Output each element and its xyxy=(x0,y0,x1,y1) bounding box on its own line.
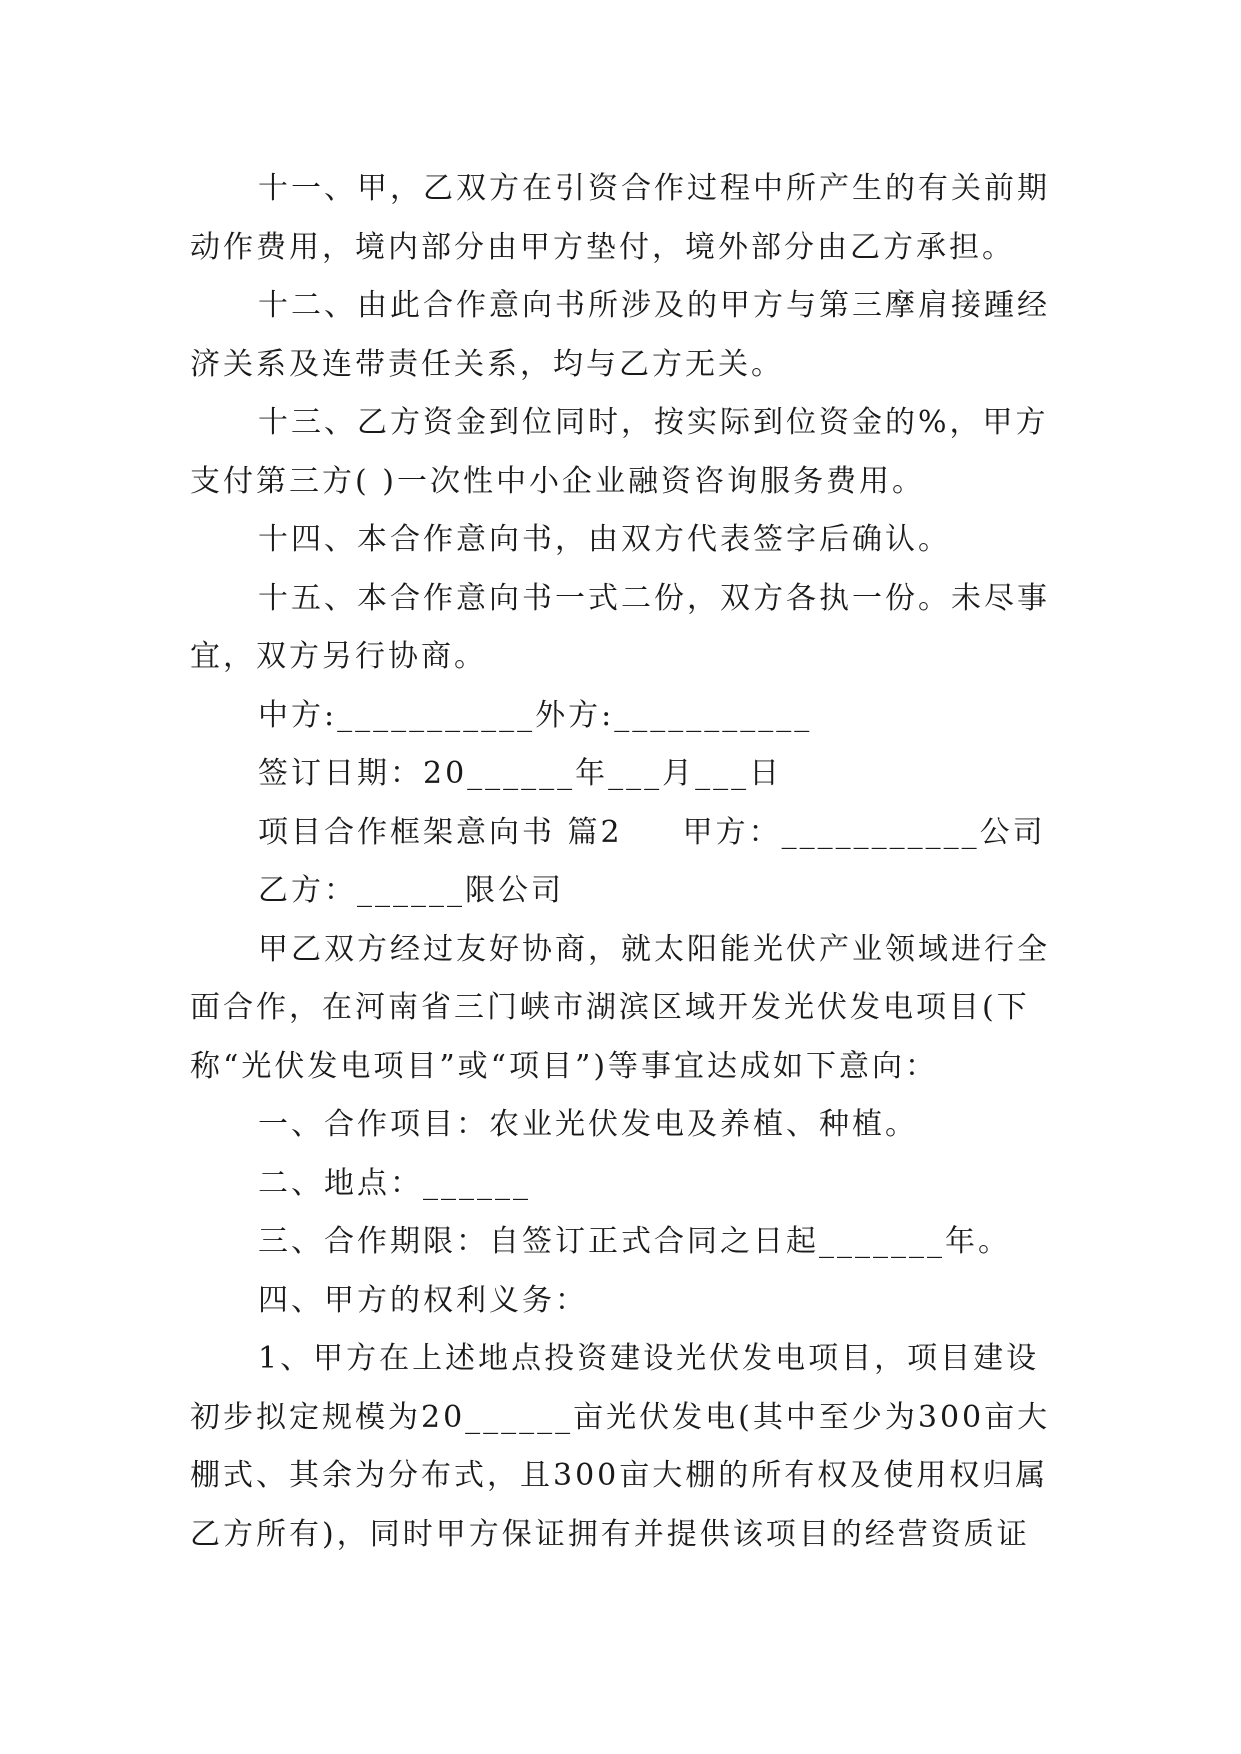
signing-date-line: 签订日期：20______年___月___日 xyxy=(258,756,783,791)
paragraph-clause-11-line-1: 十一、甲，乙双方在引资合作过程中所产生的有关前期 xyxy=(258,171,1050,206)
paragraph-clause-12-line-2: 济关系及连带责任关系，均与乙方无关。 xyxy=(190,346,784,382)
paragraph-party-a-1-line-2: 初步拟定规模为20______亩光伏发电(其中至少为300亩大 xyxy=(190,1399,1050,1435)
party-b-field: 乙方：______限公司 xyxy=(258,873,564,908)
paragraph-clause-11-line-2: 动作费用，境内部分由甲方垫付，境外部分由乙方承担。 xyxy=(190,229,1015,265)
document-body xyxy=(190,160,1050,1564)
signature-parties-line: 中方:___________外方:___________ xyxy=(258,697,813,733)
item-party-a-rights-heading: 四、甲方的权利义务： xyxy=(258,1282,588,1318)
paragraph-party-a-1-line-1: 1、甲方在上述地点投资建设光伏发电项目，项目建设 xyxy=(258,1341,1040,1376)
paragraph-clause-15-line-1: 十五、本合作意向书一式二份，双方各执一份。未尽事 xyxy=(258,580,1050,616)
section-title: 项目合作框架意向书 篇2 xyxy=(258,814,623,850)
paragraph-intro-line-3: 称“光伏发电项目”或“项目”)等事宜达成如下意向： xyxy=(190,1048,939,1084)
paragraph-clause-15-line-2: 宜，双方另行协商。 xyxy=(190,639,487,674)
paragraph-party-a-1-line-4: 乙方所有)，同时甲方保证拥有并提供该项目的经营资质证 xyxy=(190,1516,1030,1552)
item-location: 二、地点：______ xyxy=(258,1165,531,1201)
section-title-line xyxy=(190,804,1050,863)
item-cooperation-period: 三、合作期限：自签订正式合同之日起_______年。 xyxy=(258,1224,1011,1259)
paragraph-intro-line-2: 面合作，在河南省三门峡市湖滨区域开发光伏发电项目(下 xyxy=(190,990,1030,1025)
paragraph-clause-12-line-1: 十二、由此合作意向书所涉及的甲方与第三摩肩接踵经 xyxy=(258,288,1050,323)
paragraph-party-a-1-line-3: 棚式、其余为分布式，且300亩大棚的所有权及使用权归属 xyxy=(190,1458,1049,1493)
item-cooperation-project: 一、合作项目：农业光伏发电及养植、种植。 xyxy=(258,1107,918,1142)
party-a-field: 甲方：___________公司 xyxy=(682,814,1046,850)
paragraph-clause-13-line-2: 支付第三方( )一次性中小企业融资咨询服务费用。 xyxy=(190,463,925,499)
paragraph-clause-13-line-1: 十三、乙方资金到位同时，按实际到位资金的%，甲方 xyxy=(258,405,1049,440)
paragraph-intro-line-1: 甲乙双方经过友好协商，就太阳能光伏产业领域进行全 xyxy=(258,931,1050,967)
paragraph-clause-14: 十四、本合作意向书，由双方代表签字后确认。 xyxy=(258,522,951,557)
